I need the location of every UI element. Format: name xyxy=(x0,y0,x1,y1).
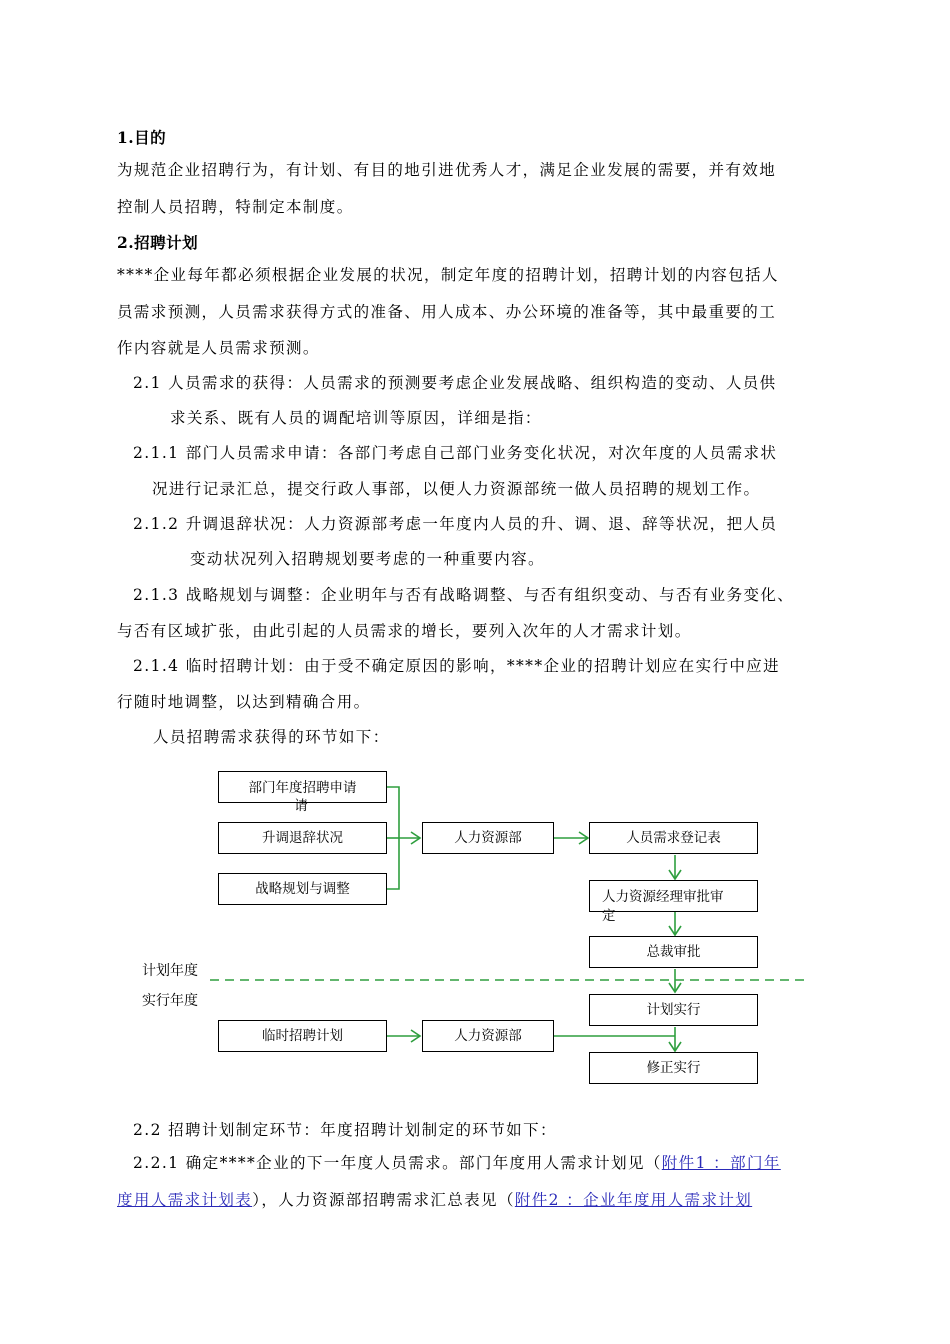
section-2-title: 2.招聘计划 xyxy=(117,233,199,252)
label-exec-year: 实行年度 xyxy=(142,993,198,1009)
paragraph: 行随时地调整，以达到精确合用。 xyxy=(117,693,371,711)
box-demand-register xyxy=(589,822,758,854)
paragraph: 与否有区域扩张，由此引起的人员需求的增长，要列入次年的人才需求计划。 xyxy=(117,622,692,640)
box-label: 总裁审批 xyxy=(646,944,701,960)
box-label: 人力资源部 xyxy=(454,1028,522,1044)
paragraph: 2.1.2 升调退辞状况：人力资源部考虑一年度内人员的升、调、退、辞等状况，把人员 xyxy=(133,515,778,533)
box-label: 人力资源部 xyxy=(454,830,522,846)
box-revise-exec xyxy=(589,1052,758,1084)
paragraph: 控制人员招聘，特制定本制度。 xyxy=(117,198,354,216)
box-label: 升调退辞状况 xyxy=(262,830,343,846)
box-temp-plan xyxy=(218,1020,387,1052)
box-hr-manager xyxy=(589,880,758,924)
paragraph: 求关系、既有人员的调配培训等原因，详细是指： xyxy=(170,409,542,427)
box-label: 临时招聘计划 xyxy=(262,1028,343,1044)
box-dept-request xyxy=(218,771,387,814)
box-label: 部门年度招聘申请 xyxy=(248,780,357,796)
box-hr-dept-top xyxy=(422,822,554,854)
box-plan-exec xyxy=(589,994,758,1026)
paragraph: 2.2 招聘计划制定环节：年度招聘计划制定的环节如下： xyxy=(133,1121,557,1139)
box-label: 战略规划与调整 xyxy=(255,881,350,897)
attachment-1-link[interactable]: 度用人需求计划表 xyxy=(117,1191,253,1209)
text-run: ），人力资源部招聘需求汇总表见（ xyxy=(252,1191,515,1209)
label-plan-year: 计划年度 xyxy=(142,963,198,979)
paragraph: 2.1.4 临时招聘计划：由于受不确定原因的影响，****企业的招聘计划应在实行中应进 xyxy=(133,657,781,675)
box-ceo xyxy=(589,936,758,968)
paragraph: 2.1.3 战略规划与调整：企业明年与否有战略调整、与否有组织变动、与否有业务变化、 xyxy=(133,586,795,604)
box-promotion xyxy=(218,822,387,854)
paragraph: 2.1.1 部门人员需求申请：各部门考虑自己部门业务变化状况，对次年度的人员需求状 xyxy=(133,444,778,462)
paragraph: 作内容就是人员需求预测。 xyxy=(117,339,320,357)
box-hr-dept-bottom xyxy=(422,1020,554,1052)
box-label-overflow: 定 xyxy=(602,908,616,924)
paragraph: 变动状况列入招聘规划要考虑的一种重要内容。 xyxy=(190,550,545,568)
box-label: 人员需求登记表 xyxy=(626,830,721,846)
attachment-2-link[interactable]: 附件2 ：企业年度用人需求计划 xyxy=(514,1191,753,1209)
paragraph xyxy=(117,1190,752,1210)
paragraph: 为规范企业招聘行为，有计划、有目的地引进优秀人才，满足企业发展的需要，并有效地 xyxy=(117,161,777,179)
box-label: 修正实行 xyxy=(646,1060,701,1076)
paragraph: 况进行记录汇总，提交行政人事部，以便人力资源部统一做人员招聘的规划工作。 xyxy=(152,480,761,498)
box-label-overflow: 请 xyxy=(294,798,308,814)
paragraph: 2.1 人员需求的获得：人员需求的预测要考虑企业发展战略、组织构造的变动、人员供 xyxy=(133,374,777,392)
box-label: 计划实行 xyxy=(646,1002,701,1018)
section-1-title: 1.目的 xyxy=(117,128,167,147)
attachment-1-link[interactable]: 附件1 ：部门年 xyxy=(661,1154,781,1172)
box-label: 人力资源经理审批审 xyxy=(602,889,724,905)
box-strategy xyxy=(218,873,387,905)
paragraph: 员需求预测，人员需求获得方式的准备、用人成本、办公环境的准备等，其中最重要的工 xyxy=(117,303,777,321)
flow-intro: 人员招聘需求获得的环节如下： xyxy=(153,728,390,746)
text-run: 2.2.1 确定****企业的下一年度人员需求。部门年度用人需求计划见（ xyxy=(133,1154,662,1172)
paragraph: ****企业每年都必须根据企业发展的状况，制定年度的招聘计划，招聘计划的内容包括人 xyxy=(117,266,779,284)
paragraph xyxy=(133,1153,781,1173)
